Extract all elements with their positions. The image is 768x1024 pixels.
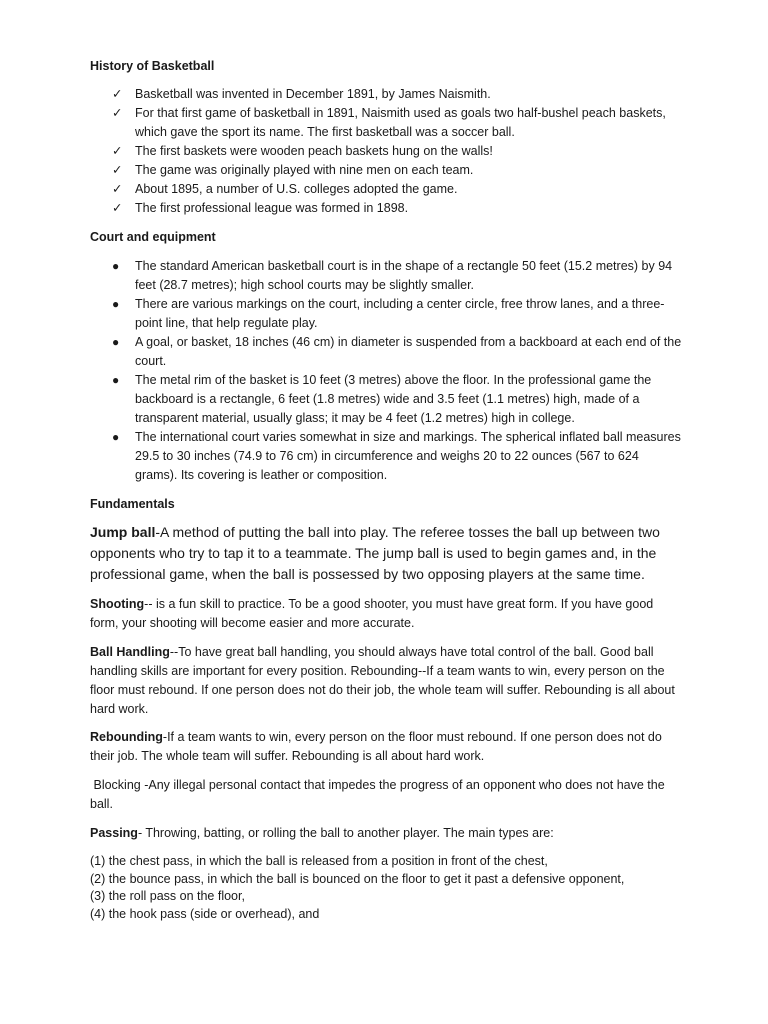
list-item: ✓ Basketball was invented in December 1891, by James Naismith. [90,85,682,104]
bullet-icon: ● [112,259,120,273]
list-item: ✓ For that first game of basketball in 1891, Naismith used as goals two half-bushel peach baskets, which gave the sport its name. The first basketball was a soccer ball. [112,106,666,139]
list-item: (3) the roll pass on the floor, [90,889,245,903]
list-item: ● The metal rim of the basket is 10 feet (3 metres) above the floor. In the professional game the backboard is a rectangle, 6 feet (1.8 metres) wide and 3.5 feet (1.1 metres) high, made of a transparent material, usually glass; it may be 4 feet (1.2 metres) high in college. [112,373,652,425]
list-item: ● There are various markings on the court, including a center circle, free throw lanes, and a three-point line, that help regulate play. [112,297,665,330]
passing-term: Passing [90,826,138,840]
list-item: (1) the chest pass, in which the ball is released from a position in front of the chest, [90,854,548,868]
list-item: ✓ About 1895, a number of U.S. colleges adopted the game. [90,180,682,199]
check-mark-icon: ✓ [112,106,123,120]
list-item: ● The international court varies somewhat in size and markings. The spherical inflated ball measures 29.5 to 30 inches (74.9 to 76 cm) in circumference and weighs 20 to 22 ounces (567 to 624 grams). Its covering is leather or composition. [112,430,681,482]
history-checklist [90,85,682,218]
bullet-icon: ● [112,373,120,387]
history-heading: History of Basketball [90,59,215,73]
list-item: ● The standard American basketball court is in the shape of a rectangle 50 feet (15.2 metres) by 94 feet (28.7 metres); high school courts may be slightly smaller. [112,259,673,292]
bullet-icon: ● [112,335,120,349]
court-heading: Court and equipment [90,230,216,244]
passing-paragraph: Passing- Throwing, batting, or rolling the ball to another player. The main types are: [90,826,554,840]
rebounding-paragraph: Rebounding-If a team wants to win, every person on the floor must rebound. If one person does not do their job. The whole team will suffer. Rebounding is all about hard work. [90,730,662,763]
ball-handling-term: Ball Handling [90,645,170,659]
list-item: ✓ The game was originally played with nine men on each team. [90,161,682,180]
bullet-icon: ● [112,430,120,444]
list-item: ● A goal, or basket, 18 inches (46 cm) in diameter is suspended from a backboard at each end of the court. [112,335,682,368]
rebounding-term: Rebounding [90,730,163,744]
check-mark-icon: ✓ [112,87,123,101]
fundamentals-heading: Fundamentals [90,497,175,511]
ball-handling-paragraph: Ball Handling--To have great ball handling, you should always have total control of the ball. Good ball handling skills are important for every position. Rebounding--If a team wants to win, every person on the floor must rebound. If one person does not do their job, the whole team will suffer. Rebounding is all about hard work. [90,645,675,716]
jump-ball-term: Jump ball [90,524,156,540]
blocking-paragraph: Blocking -Any illegal personal contact that impedes the progress of an opponent who does not have the ball. [90,778,669,811]
court-bullet-list [90,257,682,485]
passing-types-list [90,853,682,923]
check-mark-icon: ✓ [112,163,123,177]
check-mark-icon: ✓ [112,182,123,196]
list-item: ✓ The first baskets were wooden peach baskets hung on the walls! [90,142,682,161]
check-mark-icon: ✓ [112,201,123,215]
list-item: (2) the bounce pass, in which the ball is bounced on the floor to get it past a defensive opponent, [90,871,625,886]
jump-ball-paragraph: Jump ball-A method of putting the ball into play. The referee tosses the ball up between two opponents who try to tap it to a teammate. The jump ball is used to begin games and, in the professional game, when the ball is possessed by two opposing players at the same time. [90,524,660,582]
check-mark-icon: ✓ [112,144,123,158]
shooting-term: Shooting [90,597,145,611]
list-item: (4) the hook pass (side or overhead), and [90,906,320,921]
list-item: ✓ The first professional league was formed in 1898. [90,199,682,218]
shooting-paragraph: Shooting-- is a fun skill to practice. To be a good shooter, you must have great form. If you have good form, your shooting will become easier and more accurate. [90,597,654,630]
bullet-icon: ● [112,297,120,311]
